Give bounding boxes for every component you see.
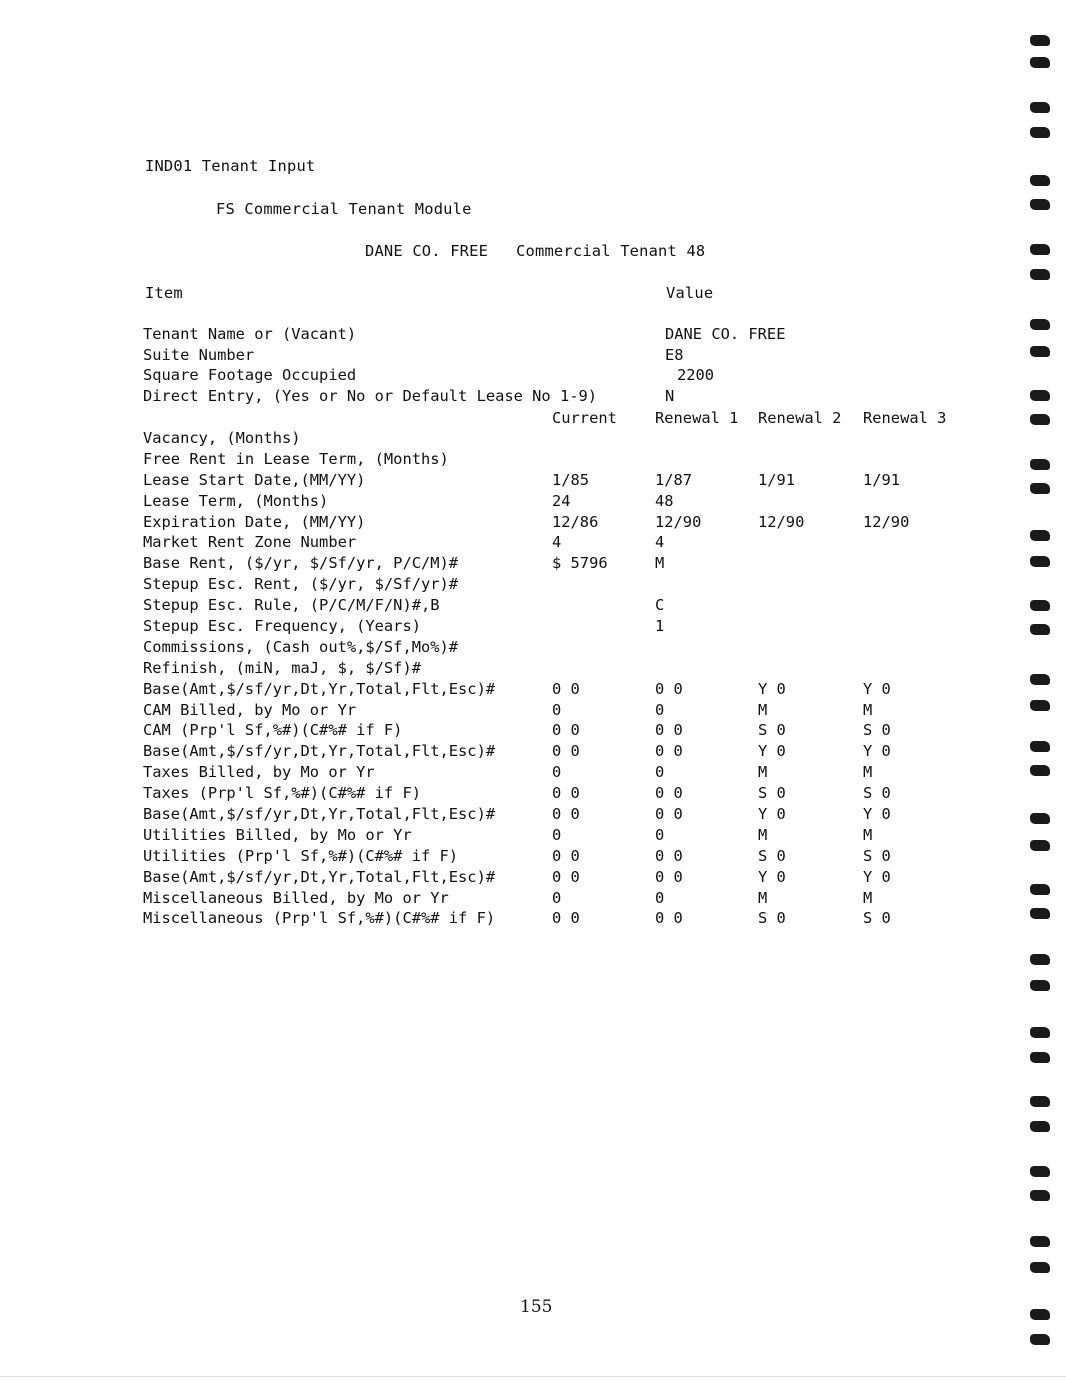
grid-row-label: Base(Amt,$/sf/yr,Dt,Yr,Total,Flt,Esc)# bbox=[143, 805, 496, 824]
table-row bbox=[143, 846, 1003, 867]
renewal1-cell: 0 0 bbox=[655, 909, 683, 928]
grid-row-label: Base(Amt,$/sf/yr,Dt,Yr,Total,Flt,Esc)# bbox=[143, 742, 496, 761]
renewal1-cell: 12/90 bbox=[655, 512, 702, 531]
renewal3-cell: Y 0 bbox=[863, 805, 891, 824]
current-cell: 0 0 bbox=[552, 679, 580, 698]
current-cell: 0 bbox=[552, 888, 562, 907]
table-row bbox=[143, 553, 1003, 574]
grid-row-label: Stepup Esc. Frequency, (Years) bbox=[143, 617, 421, 636]
info-value: N bbox=[665, 386, 675, 405]
table-row bbox=[143, 908, 1003, 929]
grid-row-label: Free Rent in Lease Term, (Months) bbox=[143, 449, 449, 468]
binding-hole bbox=[1030, 700, 1050, 711]
renewal1-cell: 48 bbox=[655, 491, 674, 510]
info-value: DANE CO. FREE bbox=[665, 325, 786, 343]
current-column-heading: Current bbox=[552, 409, 617, 427]
renewal1-column-heading: Renewal 1 bbox=[655, 409, 739, 427]
current-cell: 24 bbox=[552, 491, 571, 510]
current-cell: 0 0 bbox=[552, 805, 580, 824]
binding-hole bbox=[1030, 1190, 1050, 1201]
binding-hole bbox=[1030, 556, 1050, 567]
renewal1-cell: 0 bbox=[655, 888, 665, 907]
renewal2-cell: Y 0 bbox=[758, 742, 786, 761]
table-row bbox=[143, 637, 1003, 658]
table-row bbox=[143, 532, 1003, 553]
binding-hole bbox=[1030, 244, 1050, 255]
binding-hole bbox=[1030, 175, 1050, 186]
grid-row-label: Taxes Billed, by Mo or Yr bbox=[143, 763, 375, 782]
binding-hole bbox=[1030, 483, 1050, 494]
record-heading bbox=[365, 241, 705, 261]
renewal2-cell: Y 0 bbox=[758, 867, 786, 886]
lease-period-headings bbox=[143, 408, 1003, 428]
item-column-heading: Item bbox=[145, 284, 183, 302]
current-cell: 1/85 bbox=[552, 470, 590, 489]
binding-hole bbox=[1030, 1096, 1050, 1107]
module-title: FS Commercial Tenant Module bbox=[216, 200, 472, 218]
grid-row-label: Stepup Esc. Rule, (P/C/M/F/N)#,B bbox=[143, 596, 440, 615]
current-cell: 0 0 bbox=[552, 846, 580, 865]
renewal1-cell: M bbox=[655, 554, 665, 573]
grid-row-label: CAM (Prp'l Sf,%#)(C#%# if F) bbox=[143, 721, 403, 740]
renewal2-cell: M bbox=[758, 700, 768, 719]
current-cell: 0 0 bbox=[552, 742, 580, 761]
table-row bbox=[143, 595, 1003, 616]
renewal1-cell: 0 0 bbox=[655, 742, 683, 761]
renewal3-cell: M bbox=[863, 763, 873, 782]
table-row bbox=[143, 470, 1003, 491]
binding-hole bbox=[1030, 414, 1050, 425]
binding-hole bbox=[1030, 980, 1050, 991]
grid-row-label: Refinish, (miN, maJ, $, $/Sf)# bbox=[143, 658, 421, 677]
current-cell: 0 0 bbox=[552, 867, 580, 886]
renewal3-cell: 12/90 bbox=[863, 512, 910, 531]
table-row bbox=[143, 867, 1003, 888]
renewal2-cell: S 0 bbox=[758, 909, 786, 928]
info-label: Direct Entry, (Yes or No or Default Lease No 1-9) bbox=[143, 386, 598, 405]
grid-row-label: Market Rent Zone Number bbox=[143, 533, 357, 552]
table-row bbox=[143, 888, 1003, 909]
renewal3-cell: S 0 bbox=[863, 721, 891, 740]
binding-hole bbox=[1030, 1121, 1050, 1132]
renewal2-cell: 1/91 bbox=[758, 470, 796, 489]
current-cell: 0 bbox=[552, 825, 562, 844]
binding-hole bbox=[1030, 884, 1050, 895]
binding-hole bbox=[1030, 1334, 1050, 1345]
renewal3-cell: Y 0 bbox=[863, 867, 891, 886]
renewal1-cell: 0 0 bbox=[655, 846, 683, 865]
binding-hole bbox=[1030, 600, 1050, 611]
renewal3-cell: S 0 bbox=[863, 846, 891, 865]
current-cell: 0 0 bbox=[552, 721, 580, 740]
binding-hole bbox=[1030, 840, 1050, 851]
table-row bbox=[143, 679, 1003, 700]
renewal1-cell: 0 0 bbox=[655, 784, 683, 803]
grid-row-label: Miscellaneous Billed, by Mo or Yr bbox=[143, 888, 449, 907]
grid-row-label: Base(Amt,$/sf/yr,Dt,Yr,Total,Flt,Esc)# bbox=[143, 867, 496, 886]
renewal3-cell: M bbox=[863, 825, 873, 844]
renewal2-cell: Y 0 bbox=[758, 805, 786, 824]
current-cell: $ 5796 bbox=[552, 554, 608, 573]
renewal2-column-heading: Renewal 2 bbox=[758, 409, 842, 427]
binding-hole bbox=[1030, 1027, 1050, 1038]
info-value: E8 bbox=[665, 345, 684, 364]
renewal3-column-heading: Renewal 3 bbox=[863, 409, 947, 427]
binding-hole bbox=[1030, 35, 1050, 46]
grid-row-label: Base(Amt,$/sf/yr,Dt,Yr,Total,Flt,Esc)# bbox=[143, 679, 496, 698]
current-cell: 12/86 bbox=[552, 512, 599, 531]
info-label: Suite Number bbox=[143, 345, 255, 364]
renewal1-cell: 0 0 bbox=[655, 721, 683, 740]
binding-hole bbox=[1030, 1236, 1050, 1247]
binding-hole bbox=[1030, 530, 1050, 541]
renewal1-cell: 4 bbox=[655, 533, 665, 552]
table-row bbox=[143, 825, 1003, 846]
binding-hole bbox=[1030, 102, 1050, 113]
record-type: Commercial Tenant 48 bbox=[516, 242, 706, 260]
binding-hole bbox=[1030, 954, 1050, 965]
renewal2-cell: Y 0 bbox=[758, 679, 786, 698]
table-row bbox=[143, 762, 1003, 783]
binding-hole bbox=[1030, 1262, 1050, 1273]
grid-row-label: Vacancy, (Months) bbox=[143, 429, 301, 447]
table-row bbox=[143, 700, 1003, 721]
grid-row-label: Lease Term, (Months) bbox=[143, 491, 329, 510]
current-cell: 0 0 bbox=[552, 909, 580, 928]
grid-row-label: Taxes (Prp'l Sf,%#)(C#%# if F) bbox=[143, 784, 421, 803]
table-row bbox=[143, 720, 1003, 741]
current-cell: 4 bbox=[552, 533, 562, 552]
table-row bbox=[143, 616, 1003, 637]
binding-hole bbox=[1030, 390, 1050, 401]
renewal1-cell: 1 bbox=[655, 617, 665, 636]
binding-holes bbox=[1024, 0, 1066, 1380]
renewal2-cell: S 0 bbox=[758, 784, 786, 803]
current-cell: 0 bbox=[552, 763, 562, 782]
binding-hole bbox=[1030, 1052, 1050, 1063]
renewal1-cell: 1/87 bbox=[655, 470, 693, 489]
bottom-edge bbox=[0, 1376, 1066, 1377]
info-value: 2200 bbox=[677, 366, 715, 385]
binding-hole bbox=[1030, 624, 1050, 635]
binding-hole bbox=[1030, 459, 1050, 470]
renewal3-cell: Y 0 bbox=[863, 742, 891, 761]
renewal3-cell: Y 0 bbox=[863, 679, 891, 698]
lease-terms-table bbox=[143, 428, 1003, 929]
grid-row-label: Commissions, (Cash out%,$/Sf,Mo%)# bbox=[143, 637, 459, 656]
binding-hole bbox=[1030, 199, 1050, 210]
table-row bbox=[143, 658, 1003, 679]
renewal1-cell: C bbox=[655, 596, 665, 615]
grid-row-label: Lease Start Date,(MM/YY) bbox=[143, 470, 366, 489]
renewal2-cell: 12/90 bbox=[758, 512, 805, 531]
value-column-heading: Value bbox=[666, 284, 714, 302]
binding-hole bbox=[1030, 127, 1050, 138]
renewal1-cell: 0 0 bbox=[655, 679, 683, 698]
table-row bbox=[143, 804, 1003, 825]
renewal3-cell: M bbox=[863, 888, 873, 907]
current-cell: 0 0 bbox=[552, 784, 580, 803]
binding-hole bbox=[1030, 1166, 1050, 1177]
grid-row-label: Utilities Billed, by Mo or Yr bbox=[143, 825, 412, 844]
table-row bbox=[143, 428, 1003, 449]
binding-hole bbox=[1030, 741, 1050, 752]
current-cell: 0 bbox=[552, 700, 562, 719]
grid-row-label: Base Rent, ($/yr, $/Sf/yr, P/C/M)# bbox=[143, 554, 459, 573]
record-name: DANE CO. FREE bbox=[365, 242, 489, 260]
table-row bbox=[143, 512, 1003, 533]
table-row bbox=[143, 491, 1003, 512]
renewal2-cell: S 0 bbox=[758, 846, 786, 865]
table-row bbox=[143, 783, 1003, 804]
renewal2-cell: S 0 bbox=[758, 721, 786, 740]
binding-hole bbox=[1030, 57, 1050, 68]
grid-row-label: CAM Billed, by Mo or Yr bbox=[143, 700, 357, 719]
binding-hole bbox=[1030, 1309, 1050, 1320]
page-number: 155 bbox=[520, 1297, 553, 1317]
binding-hole bbox=[1030, 765, 1050, 776]
grid-row-label: Expiration Date, (MM/YY) bbox=[143, 512, 366, 531]
renewal1-cell: 0 bbox=[655, 700, 665, 719]
renewal1-cell: 0 0 bbox=[655, 867, 683, 886]
renewal3-cell: 1/91 bbox=[863, 470, 901, 489]
table-row bbox=[143, 741, 1003, 762]
binding-hole bbox=[1030, 269, 1050, 280]
grid-row-label: Utilities (Prp'l Sf,%#)(C#%# if F) bbox=[143, 846, 459, 865]
renewal3-cell: M bbox=[863, 700, 873, 719]
info-label: Square Footage Occupied bbox=[143, 366, 357, 385]
table-row bbox=[143, 574, 1003, 595]
renewal1-cell: 0 0 bbox=[655, 805, 683, 824]
screen-title: IND01 Tenant Input bbox=[145, 157, 316, 175]
binding-hole bbox=[1030, 346, 1050, 357]
renewal2-cell: M bbox=[758, 763, 768, 782]
renewal2-cell: M bbox=[758, 888, 768, 907]
info-label: Tenant Name or (Vacant) bbox=[143, 325, 357, 343]
binding-hole bbox=[1030, 908, 1050, 919]
binding-hole bbox=[1030, 674, 1050, 685]
renewal2-cell: M bbox=[758, 825, 768, 844]
renewal1-cell: 0 bbox=[655, 825, 665, 844]
renewal3-cell: S 0 bbox=[863, 909, 891, 928]
grid-row-label: Miscellaneous (Prp'l Sf,%#)(C#%# if F) bbox=[143, 909, 496, 928]
binding-hole bbox=[1030, 813, 1050, 824]
renewal1-cell: 0 bbox=[655, 763, 665, 782]
renewal3-cell: S 0 bbox=[863, 784, 891, 803]
binding-hole bbox=[1030, 319, 1050, 330]
table-row bbox=[143, 449, 1003, 470]
grid-row-label: Stepup Esc. Rent, ($/yr, $/Sf/yr)# bbox=[143, 575, 459, 594]
